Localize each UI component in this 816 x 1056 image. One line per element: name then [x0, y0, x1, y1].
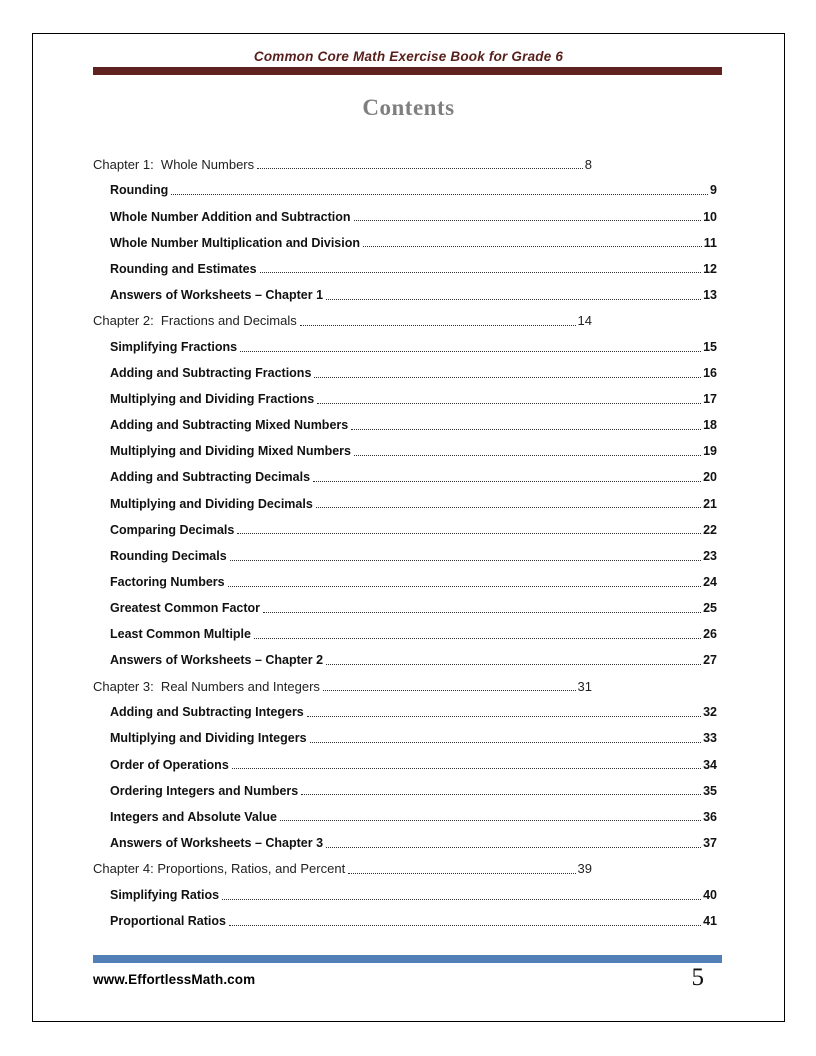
toc-entry-label: Chapter 3: Real Numbers and Integers	[93, 678, 320, 694]
footer-website: www.EffortlessMath.com	[93, 972, 256, 987]
toc-entry-page-number: 13	[703, 287, 717, 302]
toc-entry-label: Proportional Ratios	[110, 914, 226, 929]
dotted-leader	[280, 820, 701, 821]
dotted-leader	[222, 899, 701, 900]
toc-entry-label: Greatest Common Factor	[110, 600, 261, 615]
toc-entry	[110, 877, 717, 903]
dotted-leader	[310, 742, 702, 743]
toc-entry	[110, 407, 717, 433]
dotted-leader	[354, 455, 701, 456]
toc-entry	[110, 433, 717, 459]
toc-entry-label: Multiplying and Dividing Decimals	[110, 496, 313, 511]
toc-entry-label: Answers of Worksheets – Chapter 3	[110, 835, 324, 850]
toc-entry-label: Adding and Subtracting Fractions	[110, 366, 312, 381]
toc-entry-label: Simplifying Ratios	[110, 887, 220, 902]
toc-entry	[110, 564, 717, 590]
toc-entry-label: Multiplying and Dividing Fractions	[110, 392, 315, 407]
footer-page-number: 5	[691, 964, 704, 991]
toc-entry-page-number: 40	[703, 887, 717, 902]
toc-entry-page-number: 27	[703, 653, 717, 668]
toc-entry	[110, 485, 717, 511]
toc-entry-label: Answers of Worksheets – Chapter 1	[110, 287, 324, 302]
dotted-leader	[300, 325, 576, 326]
toc-entry	[110, 511, 717, 537]
dotted-leader	[229, 925, 701, 926]
toc-entry-page-number: 23	[703, 548, 717, 563]
toc-entry-label: Order of Operations	[110, 757, 229, 772]
toc-entry-page-number: 15	[703, 340, 717, 354]
toc-entry-page-number: 32	[703, 705, 717, 720]
toc-entry	[110, 772, 717, 798]
toc-entry-page-number: 31	[577, 678, 592, 694]
toc-entry-page-number: 25	[703, 600, 717, 615]
toc-entry-page-number: 20	[703, 470, 717, 485]
toc-entry-label: Whole Number Addition and Subtraction	[110, 209, 351, 224]
toc-entry-label: Adding and Subtracting Integers	[110, 705, 304, 720]
dotted-leader	[301, 794, 701, 795]
toc-entry	[110, 616, 717, 642]
toc-entry-page-number: 18	[703, 418, 717, 433]
toc-entry	[110, 198, 717, 224]
toc-entry	[110, 329, 717, 355]
dotted-leader	[240, 351, 701, 352]
toc-entry	[110, 824, 717, 850]
toc-entry-label: Rounding and Estimates	[110, 261, 257, 276]
dotted-leader	[351, 429, 701, 430]
dotted-leader	[230, 560, 701, 561]
toc-entry-page-number: 22	[703, 522, 717, 537]
dotted-leader	[326, 664, 701, 665]
dotted-leader	[348, 873, 575, 874]
toc-entry-page-number: 26	[703, 627, 717, 642]
toc-entry	[93, 146, 592, 172]
footer-divider-bar	[93, 955, 722, 963]
toc-entry-label: Chapter 1: Whole Numbers	[93, 156, 255, 172]
dotted-leader	[232, 768, 701, 769]
dotted-leader	[237, 533, 701, 534]
dotted-leader	[171, 194, 708, 195]
toc-entry-page-number: 16	[703, 366, 717, 381]
dotted-leader	[317, 403, 701, 404]
toc-entry	[110, 172, 717, 198]
toc-entry-page-number: 36	[703, 809, 717, 824]
toc-entry	[110, 381, 717, 407]
contents-heading: Contents	[362, 95, 455, 120]
toc-entry-label: Answers of Worksheets – Chapter 2	[110, 653, 324, 668]
toc-entry-label: Least Common Multiple	[110, 627, 251, 642]
toc-entry-label: Chapter 2: Fractions and Decimals	[93, 313, 297, 329]
toc-entry-page-number: 24	[703, 574, 717, 589]
toc-entry-label: Factoring Numbers	[110, 574, 225, 589]
toc-entry-label: Simplifying Fractions	[110, 340, 238, 354]
toc-entry	[110, 642, 717, 668]
toc-entry	[93, 303, 592, 329]
toc-entry-page-number: 12	[703, 261, 717, 276]
dotted-leader	[307, 716, 701, 717]
toc-entry-label: Integers and Absolute Value	[110, 809, 277, 824]
toc-entry	[110, 694, 717, 720]
dotted-leader	[326, 299, 701, 300]
header-divider-bar	[93, 67, 722, 75]
toc-entry-label: Multiplying and Dividing Integers	[110, 731, 307, 746]
toc-entry-page-number: 34	[703, 757, 717, 772]
dotted-leader	[314, 377, 701, 378]
toc-entry	[110, 355, 717, 381]
toc-entry-page-number: 8	[584, 156, 592, 172]
dotted-leader	[363, 246, 702, 247]
toc-entry	[110, 537, 717, 563]
toc-entry-label: Adding and Subtracting Mixed Numbers	[110, 418, 349, 433]
toc-entry	[110, 276, 717, 302]
toc-entry-label: Adding and Subtracting Decimals	[110, 470, 311, 485]
toc-entry-page-number: 21	[703, 496, 717, 511]
dotted-leader	[257, 168, 583, 169]
toc-entry-page-number: 33	[703, 731, 717, 746]
toc-entry-label: Comparing Decimals	[110, 522, 235, 537]
toc-entry	[110, 224, 717, 250]
dotted-leader	[254, 638, 701, 639]
dotted-leader	[228, 586, 701, 587]
toc-entry	[110, 590, 717, 616]
toc-entry	[110, 746, 717, 772]
toc-entry-page-number: 17	[703, 392, 717, 407]
toc-entry-label: Whole Number Multiplication and Division	[110, 235, 361, 250]
toc-entry-page-number: 19	[703, 444, 717, 459]
toc-entry-page-number: 14	[577, 313, 592, 329]
toc-entry-label: Rounding Decimals	[110, 548, 227, 563]
page-border	[32, 33, 785, 1022]
toc-entry-page-number: 41	[703, 914, 717, 929]
toc-entry	[93, 851, 592, 877]
dotted-leader	[260, 272, 702, 273]
toc-entry-page-number: 9	[710, 183, 717, 198]
toc-entry	[110, 250, 717, 276]
toc-entry-label: Chapter 4: Proportions, Ratios, and Percent	[93, 861, 346, 877]
toc-entry	[93, 668, 592, 694]
toc-entry-label: Ordering Integers and Numbers	[110, 783, 299, 798]
toc-entry-page-number: 10	[703, 209, 717, 224]
toc-entry	[110, 459, 717, 485]
dotted-leader	[326, 847, 701, 848]
toc-entry-label: Multiplying and Dividing Mixed Numbers	[110, 444, 351, 459]
toc-entry	[110, 720, 717, 746]
toc-entry	[110, 798, 717, 824]
dotted-leader	[313, 481, 701, 482]
running-header-book-title: Common Core Math Exercise Book for Grade 6	[253, 49, 564, 64]
toc-entry-page-number: 35	[703, 783, 717, 798]
table-of-contents	[93, 146, 717, 929]
toc-entry-page-number: 37	[703, 835, 717, 850]
toc-entry-page-number: 39	[577, 861, 592, 877]
dotted-leader	[354, 220, 702, 221]
dotted-leader	[263, 612, 701, 613]
toc-entry-page-number: 11	[703, 235, 717, 250]
dotted-leader	[316, 507, 701, 508]
toc-entry-label: Rounding	[110, 183, 169, 198]
dotted-leader	[323, 690, 576, 691]
toc-entry	[110, 903, 717, 929]
